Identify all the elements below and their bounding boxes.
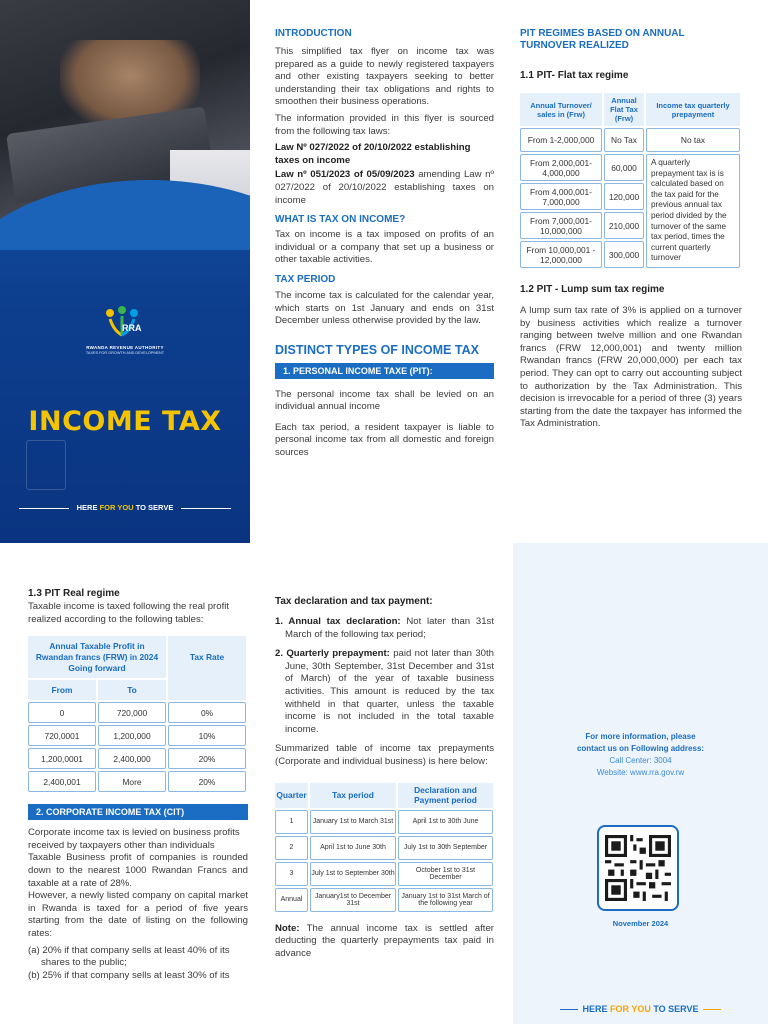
prep-decl-2: July 1st to 30th September: [398, 836, 493, 860]
what-text: Tax on income is a tax imposed on profits of an individual or a company that set up a business or other taxable activities.: [275, 229, 494, 266]
real-header-from: From: [28, 680, 96, 700]
law-2: Law nº 051/2023 of 05/09/2023 amending Law nº 027/2022 of 20/10/2022 establishing taxes on income: [275, 169, 494, 206]
flat-tax-2: 60,000: [604, 154, 644, 181]
flat-tax-4: 210,000: [604, 212, 644, 239]
decl-item-1: 1. Annual tax declaration: Not later than 31st March of the following tax period;: [275, 616, 494, 640]
prep-decl-3: October 1st to 31st December: [398, 862, 493, 886]
cit-p1: Corporate income tax is levied on business profits received by taxpayers other than individuals: [28, 827, 240, 851]
pit-p1: The personal income tax shall be levied on an individual annual income: [275, 388, 494, 413]
regimes-heading: PIT REGIMES BASED ON ANNUAL TURNOVER REALIZED: [520, 28, 685, 51]
real-from-2: 720,0001: [28, 725, 96, 746]
decl-heading: Tax declaration and tax payment:: [275, 596, 433, 607]
prep-header-quarter: Quarter: [275, 783, 308, 808]
real-header-profit: Annual Taxable Profit in Rwandan francs (FRW) in 2024 Going forward: [28, 636, 166, 678]
prep-header-period: Tax period: [310, 783, 396, 808]
flat-tax-table: [520, 91, 742, 270]
calculator-graphic: [26, 440, 66, 490]
pit-bar: 1. PERSONAL INCOME TAXE (PIT):: [275, 363, 494, 379]
prepayment-table: [275, 781, 494, 914]
prep-decl-1: April 1st to 30th June: [398, 810, 493, 834]
law-1: Law Nº 027/2022 of 20/10/2022 establishing taxes on income: [275, 142, 471, 166]
period-text: The income tax is calculated for the calendar year, which starts on 1st January and ends on 31st December unless otherwise provided by the law.: [275, 289, 494, 327]
prep-q-4: Annual: [275, 888, 308, 912]
intro-p2: The information provided in this flyer is sourced from the following tax laws:: [275, 112, 494, 137]
types-heading: DISTINCT TYPES OF INCOME TAX: [275, 342, 479, 357]
flat-range-5: From 10,000,001 - 12,000,000: [520, 241, 602, 268]
flat-tax-1: No Tax: [604, 128, 644, 152]
real-panel: [28, 588, 248, 1024]
flat-title: 1.1 PIT- Flat tax regime: [520, 70, 629, 81]
logo-text: RRA: [122, 323, 142, 333]
what-heading: WHAT IS TAX ON INCOME?: [275, 214, 406, 226]
real-regime-table: [28, 634, 248, 794]
prep-period-4: January1st to December 31st: [310, 888, 396, 912]
org-name: RWANDA REVENUE AUTHORITY: [86, 345, 164, 350]
flyer-date: November 2024: [612, 919, 669, 928]
flat-range-1: From 1-2,000,000: [520, 128, 602, 152]
prep-header-decl: Declaration and Payment period: [398, 783, 493, 808]
real-title: 1.3 PIT Real regime: [28, 588, 120, 599]
back-panel: [513, 543, 768, 1024]
flat-range-4: From 7,000,001- 10,000,000: [520, 212, 602, 239]
cit-p3: However, a newly listed company on capital market in Rwanda is taxed for a period of five years starting from the date of listing on the following rates:: [28, 890, 248, 939]
prep-q-2: 2: [275, 836, 308, 860]
real-to-4: More: [98, 771, 166, 792]
real-header-rate: Tax Rate: [168, 636, 246, 700]
cit-b: (b) 25% if that company sells at least 30% of its: [28, 969, 230, 981]
real-to-2: 1,200,000: [98, 725, 166, 746]
flat-range-2: From 2,000,001- 4,000,000: [520, 154, 602, 181]
real-rate-4: 20%: [168, 771, 246, 792]
flat-prepay-1: No tax: [646, 128, 740, 152]
real-rate-3: 20%: [168, 748, 246, 769]
org-tagline: TAXES FOR GROWTH AND DEVELOPMENT: [85, 351, 165, 355]
contact-info-line1: For more information, please: [585, 732, 696, 741]
real-header-to: To: [98, 680, 166, 700]
cit-bar: 2. CORPORATE INCOME TAX (CIT): [28, 804, 248, 820]
qr-code-icon: [605, 835, 671, 901]
flat-tax-5: 300,000: [604, 241, 644, 268]
lump-text: A lump sum tax rate of 3% is applied on a turnover by business activities which realize a turnover ranging between twelve million and one Rwandan francs (FRW 12,000,001) and twenty million Rwandan francs (FRW 20,000,000) per each tax period. They can opt to carry out accounting subject to authorization by the Tax Administration. This decision is irrevocable for a period of three (3) years starting from the date the taxpayer has informed the Tax Administration.: [520, 305, 742, 430]
prep-q-1: 1: [275, 810, 308, 834]
decl-note: Note: The annual income tax is settled after deducting the quarterly prepayments tax paid in advance: [275, 922, 494, 959]
call-center: Call Center: 3004: [609, 756, 672, 765]
qr-code[interactable]: [597, 825, 679, 911]
cover-slogan: HERE FOR YOU TO SERVE: [0, 503, 250, 512]
regimes-panel: [520, 28, 742, 468]
flat-tax-3: 120,000: [604, 183, 644, 210]
intro-panel: [275, 28, 494, 498]
cit-a: (a) 20% if that company sells at least 40% of its shares to the public;: [28, 944, 230, 969]
real-from-3: 1,200,0001: [28, 748, 96, 769]
real-from-4: 2,400,001: [28, 771, 96, 792]
prep-period-2: April 1st to June 30th: [310, 836, 396, 860]
contact-info-line2: contact us on Following address:: [576, 744, 705, 753]
decl-summary: Summarized table of income tax prepayments (Corporate and individual business) is here below:: [275, 743, 494, 767]
rra-logo: [100, 305, 146, 343]
real-to-3: 2,400,000: [98, 748, 166, 769]
cover-panel: [0, 0, 250, 543]
lump-title: 1.2 PIT - Lump sum tax regime: [520, 284, 665, 295]
flat-header-tax: Annual Flat Tax (Frw): [604, 93, 644, 126]
flat-range-3: From 4,000,001- 7,000,000: [520, 183, 602, 210]
intro-heading: INTRODUCTION: [275, 28, 352, 39]
flat-prepay-rest: A quarterly prepayment tax is is calculated based on the tax paid for the previous annual tax period divided by the turnover of the same tax period, times the current quarterly turnover: [646, 154, 740, 268]
flat-header-prepay: Income tax quarterly prepayment: [646, 93, 740, 126]
real-rate-2: 10%: [168, 725, 246, 746]
real-rate-1: 0%: [168, 702, 246, 723]
website-link[interactable]: Website: www.rra.gov.rw: [596, 768, 685, 777]
real-to-1: 720,000: [98, 702, 166, 723]
cover-photo: [0, 0, 250, 250]
prep-q-3: 3: [275, 862, 308, 886]
cit-p2: Taxable Business profit of companies is rounded down to the nearest 1000 Rwandan Francs and taxable at a rate of 28%.: [28, 852, 248, 889]
real-from-1: 0: [28, 702, 96, 723]
prep-decl-4: January 1st to 31st March of the following year: [398, 888, 493, 912]
real-intro: Taxable income is taxed following the real profit realized according to the following tables:: [28, 601, 230, 625]
cover-title: INCOME TAX: [28, 406, 222, 437]
flat-header-turnover: Annual Turnover/ sales in (Frw): [520, 93, 602, 126]
back-slogan: HERE FOR YOU TO SERVE: [513, 1004, 768, 1014]
decl-item-2: 2. Quarterly prepayment: paid not later than 30th June, 30th September, 31st December and 31st of March) of the year of taxable business activities. This amount is reduced by the tax withheld in that quarter, unless the taxable income is not included in the total taxable income.: [275, 648, 494, 735]
prep-period-1: January 1st to March 31st: [310, 810, 396, 834]
intro-p1: This simplified tax flyer on income tax was prepared as a guide to newly registered taxpayers and other existing taxpayers seeking to better understanding their tax obligations and rights to smoothen their business operations.: [275, 46, 494, 108]
period-heading: TAX PERIOD: [275, 273, 336, 285]
pit-p2: Each tax period, a resident taxpayer is liable to personal income tax from all domestic and foreign sources: [275, 421, 494, 459]
prep-period-3: July 1st to September 30th: [310, 862, 396, 886]
declaration-panel: [275, 596, 494, 996]
